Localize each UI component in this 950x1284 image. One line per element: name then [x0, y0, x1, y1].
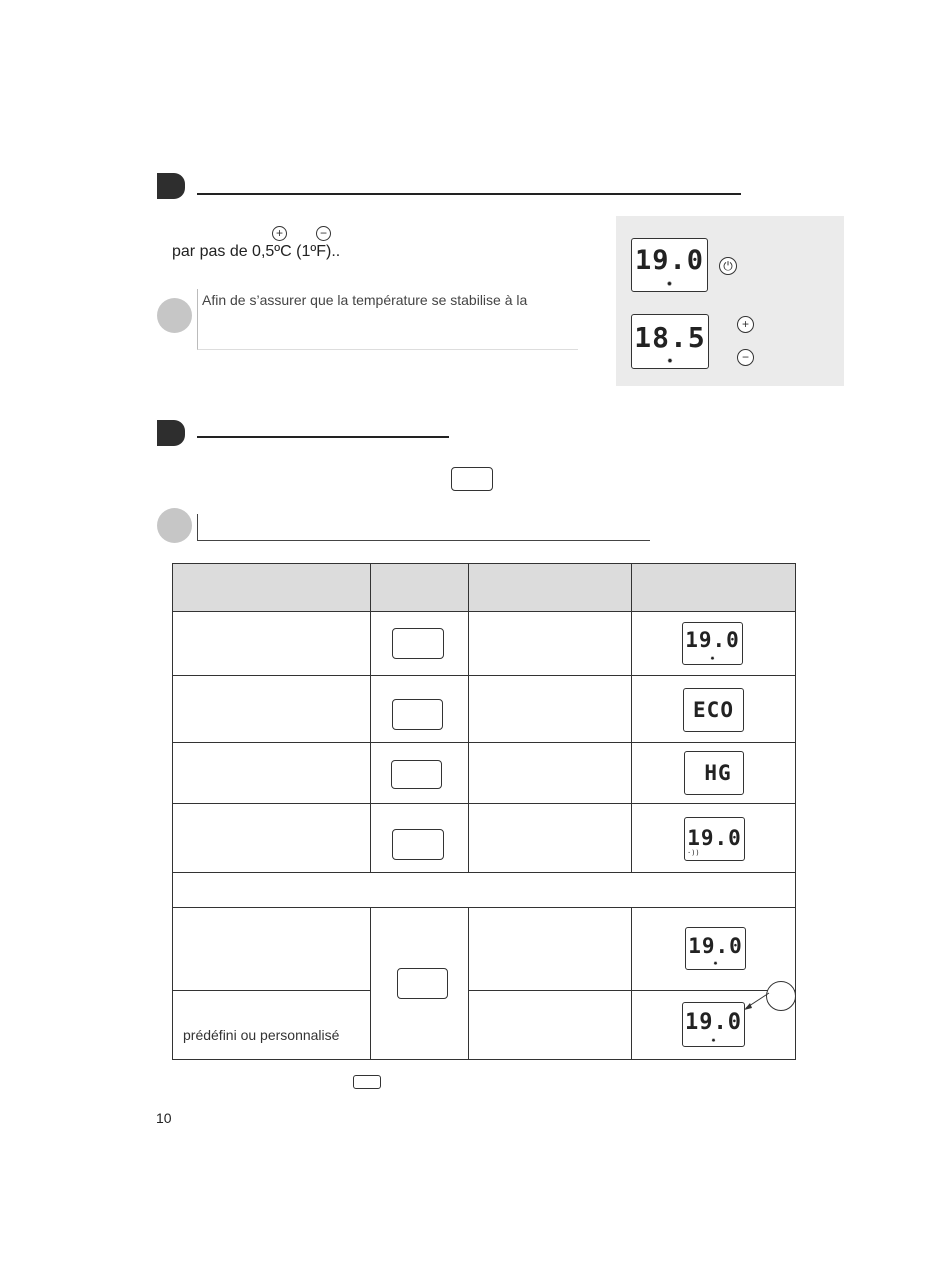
remote-mode-button[interactable] — [392, 829, 444, 860]
table-row — [173, 676, 796, 743]
signal-icon: ·)) — [687, 849, 700, 857]
table-spanning-row — [173, 873, 796, 908]
program-display-1: 19.0 ✹ — [685, 927, 746, 970]
info-icon — [157, 508, 192, 543]
program-display-2: 19.0 ✹ — [682, 1002, 745, 1047]
frost-mode-button[interactable] — [391, 760, 442, 789]
note-text: Afin de s’assurer que la température se stabilise à la — [202, 292, 528, 308]
minus-button[interactable]: − — [737, 349, 754, 366]
eco-display: ECO — [683, 688, 744, 732]
footnote-button[interactable] — [353, 1075, 381, 1089]
panel-display-top: 19.0 ✹ — [631, 238, 708, 292]
section-title-underline-2 — [197, 436, 449, 438]
eco-mode-button[interactable] — [392, 699, 443, 730]
sun-icon: ✹ — [666, 279, 673, 289]
section-title-underline-1 — [197, 193, 741, 195]
frost-display: HG — [684, 751, 744, 795]
sun-icon: ✹ — [711, 1036, 716, 1044]
thermostat-panel — [616, 216, 844, 386]
section-marker-2 — [157, 420, 185, 446]
header-cell-mode — [173, 564, 371, 612]
remote-display: 19.0 ·)) — [684, 817, 745, 861]
row-label: prédéfini ou personnalisé — [183, 1027, 340, 1043]
program-mode-button[interactable] — [397, 968, 448, 999]
header-cell-display — [632, 564, 796, 612]
table-row — [173, 612, 796, 676]
header-cell-button — [371, 564, 469, 612]
plus-icon: + — [272, 226, 287, 241]
mode-button[interactable] — [451, 467, 493, 491]
table-row — [173, 743, 796, 804]
comfort-mode-button[interactable] — [392, 628, 444, 659]
minus-icon: − — [316, 226, 331, 241]
table-row — [173, 908, 796, 991]
callout-arrow — [740, 990, 772, 1014]
info-frame — [197, 514, 650, 541]
sun-icon: ✹ — [710, 653, 715, 662]
table-row — [173, 804, 796, 873]
page-number: 10 — [156, 1110, 172, 1126]
note-icon — [157, 298, 192, 333]
step-text: par pas de 0,5ºC (1ºF).. — [172, 243, 341, 260]
modes-table — [172, 563, 796, 1060]
table-row — [173, 991, 796, 1060]
sun-icon: ✹ — [667, 356, 673, 366]
section-marker-1 — [157, 173, 185, 199]
sun-icon: ✹ — [713, 959, 718, 967]
table-header-row — [173, 564, 796, 612]
header-cell-description — [469, 564, 632, 612]
plus-button[interactable]: + — [737, 316, 754, 333]
panel-display-bottom: 18.5 ✹ — [631, 314, 709, 369]
comfort-display: 19.0 ✹ — [682, 622, 743, 665]
power-button[interactable]: ⏻ — [719, 257, 737, 275]
